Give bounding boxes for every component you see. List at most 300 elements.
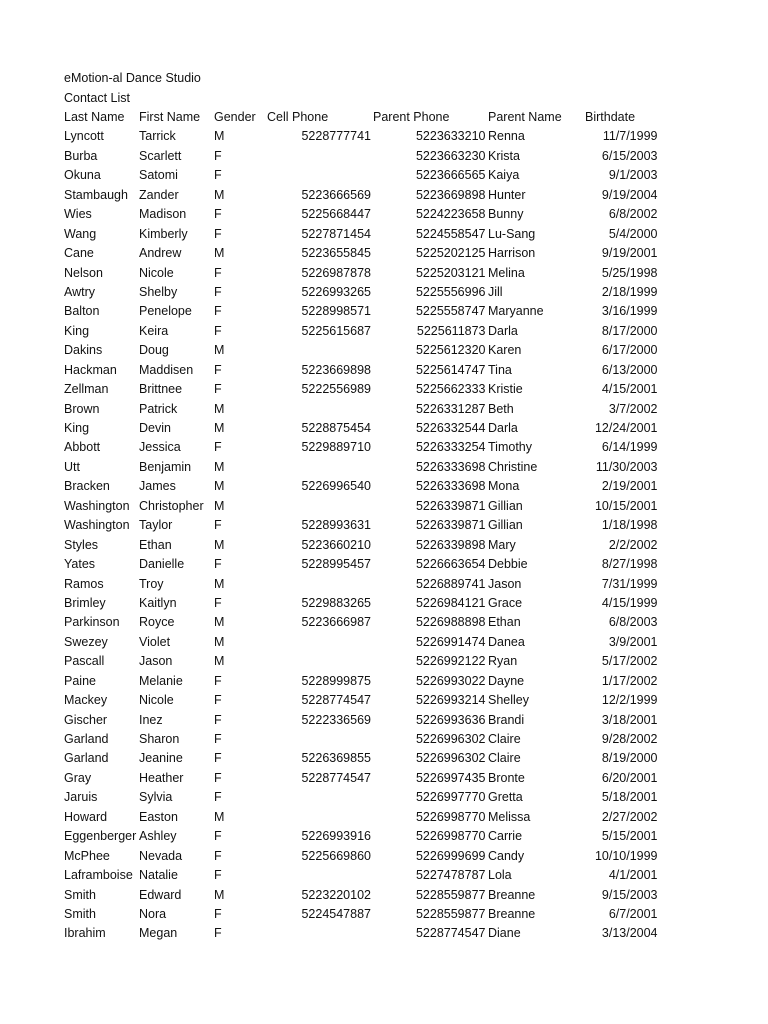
parent-name-cell: Claire	[488, 751, 521, 766]
birthdate-cell: 3/9/2001	[608, 634, 658, 649]
cell-phone-cell: 5227871454	[301, 226, 371, 241]
parent-name-cell: Kristie	[488, 382, 523, 397]
table-row	[0, 166, 768, 185]
cell-phone-cell	[263, 497, 371, 516]
gender-cell: M	[214, 401, 225, 416]
table-row	[0, 322, 768, 341]
parent-phone-cell: 5225662333	[415, 382, 486, 397]
birthdate-cell: 3/16/1999	[601, 304, 658, 319]
parent-phone-cell: 5223663230	[415, 148, 486, 163]
parent-phone-cell: 5226333254	[415, 440, 486, 455]
parent-phone-cell: 5225203121	[415, 265, 486, 280]
gender-cell: F	[214, 382, 222, 397]
cell-phone-cell: 5223220102	[301, 887, 371, 902]
first-name-cell: Sylvia	[139, 790, 173, 805]
last-name-cell: Laframboise	[64, 868, 133, 883]
parent-phone-cell: 5226998770	[415, 829, 486, 844]
parent-phone-cell: 5228559877	[415, 906, 486, 921]
parent-name-cell: Renna	[488, 129, 525, 144]
parent-name-cell: Candy	[488, 848, 525, 863]
last-name-cell: Burba	[64, 148, 98, 163]
parent-phone-cell: 5227478787	[415, 868, 486, 883]
last-name-cell: Styles	[64, 537, 99, 552]
parent-name-cell: Gillian	[488, 498, 523, 513]
parent-name-cell: Krista	[488, 148, 520, 163]
first-name-cell: Christopher	[139, 498, 204, 513]
birthdate-cell: 7/31/1999	[601, 576, 658, 591]
last-name-cell: Lyncott	[64, 129, 104, 144]
birthdate-cell: 3/18/2001	[601, 712, 658, 727]
gender-cell: F	[214, 284, 222, 299]
cell-phone-cell	[263, 924, 371, 943]
last-name-cell: Swezey	[64, 634, 108, 649]
last-name-cell: Okuna	[64, 168, 101, 183]
last-name-cell: Brimley	[64, 595, 106, 610]
last-name-cell: Garland	[64, 751, 109, 766]
cell-phone-cell: 5228774547	[301, 770, 371, 785]
parent-phone-cell: 5223633210	[415, 129, 486, 144]
table-row	[0, 905, 768, 924]
gender-cell: F	[214, 829, 222, 844]
parent-phone-cell: 5226993636	[415, 712, 486, 727]
birthdate-cell: 3/13/2004	[601, 926, 658, 941]
birthdate-cell: 6/17/2000	[601, 343, 658, 358]
table-row	[0, 400, 768, 419]
gender-cell: F	[214, 518, 222, 533]
gender-cell: F	[214, 168, 222, 183]
table-row	[0, 127, 768, 146]
last-name-cell: Awtry	[64, 284, 96, 299]
cell-phone-cell: 5228777741	[301, 129, 371, 144]
parent-phone-cell: 5225612320	[415, 343, 486, 358]
first-name-cell: Maddisen	[139, 362, 194, 377]
parent-phone-cell: 5226333698	[415, 459, 486, 474]
table-row	[0, 555, 768, 574]
last-name-cell: King	[64, 323, 90, 338]
birthdate-cell: 3/7/2002	[608, 401, 658, 416]
gender-cell: M	[214, 129, 225, 144]
last-name-cell: Ramos	[64, 576, 104, 591]
parent-name-cell: Gillian	[488, 518, 523, 533]
header-first-name: First Name	[139, 110, 201, 124]
last-name-cell: Pascall	[64, 654, 105, 669]
parent-phone-cell: 5226998770	[415, 809, 486, 824]
parent-name-cell: Danea	[488, 634, 525, 649]
cell-phone-cell: 5225615687	[301, 323, 371, 338]
first-name-cell: Zander	[139, 187, 179, 202]
cell-phone-cell	[263, 575, 371, 594]
parent-name-cell: Christine	[488, 459, 538, 474]
last-name-cell: Ibrahim	[64, 926, 106, 941]
last-name-cell: Abbott	[64, 440, 101, 455]
parent-name-cell: Melina	[488, 265, 525, 280]
parent-name-cell: Harrison	[488, 246, 536, 261]
parent-name-cell: Hunter	[488, 187, 526, 202]
birthdate-cell: 6/14/1999	[601, 440, 658, 455]
birthdate-cell: 9/19/2001	[601, 246, 658, 261]
table-row	[0, 419, 768, 438]
gender-cell: F	[214, 751, 222, 766]
cell-phone-cell: 5228875454	[301, 421, 371, 435]
parent-name-cell: Darla	[488, 323, 518, 338]
gender-cell: M	[214, 654, 225, 669]
last-name-cell: Parkinson	[64, 615, 120, 630]
birthdate-cell: 12/24/2001	[594, 421, 658, 435]
table-row	[0, 341, 768, 360]
last-name-cell: Brown	[64, 401, 100, 416]
first-name-cell: Keira	[139, 323, 169, 338]
parent-phone-cell: 5224558547	[415, 226, 486, 241]
first-name-cell: Royce	[139, 615, 175, 630]
last-name-cell: Washington	[64, 498, 130, 513]
parent-name-cell: Carrie	[488, 829, 523, 844]
parent-phone-cell: 5225611873	[416, 323, 486, 338]
parent-name-cell: Ryan	[488, 654, 518, 669]
last-name-cell: Jaruis	[64, 790, 98, 805]
birthdate-cell: 10/10/1999	[594, 848, 658, 863]
cell-phone-cell: 5222556989	[301, 382, 371, 397]
gender-cell: F	[214, 304, 222, 319]
parent-name-cell: Tina	[488, 362, 512, 377]
table-row	[0, 283, 768, 302]
list-title: Contact List	[64, 90, 131, 105]
first-name-cell: Patrick	[139, 401, 178, 416]
cell-phone-cell: 5228995457	[301, 557, 371, 572]
parent-phone-cell: 5225556996	[415, 284, 486, 299]
first-name-cell: Ethan	[139, 537, 172, 552]
parent-name-cell: Jill	[488, 284, 503, 299]
cell-phone-cell: 5226996540	[301, 479, 371, 494]
parent-phone-cell: 5225614747	[415, 362, 486, 377]
table-row	[0, 380, 768, 399]
cell-phone-cell: 5228774547	[301, 693, 371, 708]
birthdate-cell: 6/8/2002	[608, 207, 658, 222]
cell-phone-cell: 5223655845	[301, 246, 371, 261]
first-name-cell: Kaitlyn	[139, 595, 177, 610]
cell-phone-cell	[263, 730, 371, 749]
parent-name-cell: Timothy	[488, 440, 532, 455]
gender-cell: F	[214, 673, 222, 688]
birthdate-cell: 12/2/1999	[601, 693, 658, 708]
last-name-cell: Garland	[64, 732, 109, 746]
birthdate-cell: 8/17/2000	[601, 323, 658, 338]
parent-name-cell: Debbie	[488, 557, 528, 572]
gender-cell: F	[214, 207, 222, 222]
first-name-cell: Jason	[139, 654, 173, 669]
last-name-cell: Eggenberger	[64, 829, 137, 844]
birthdate-cell: 4/15/2001	[601, 382, 658, 397]
parent-name-cell: Lola	[488, 868, 512, 883]
first-name-cell: Troy	[139, 576, 164, 591]
parent-phone-cell: 5226339898	[415, 537, 486, 552]
parent-phone-cell: 5224223658	[415, 207, 486, 222]
birthdate-cell: 1/17/2002	[601, 673, 658, 688]
birthdate-cell: 11/30/2003	[595, 459, 658, 474]
table-row	[0, 302, 768, 321]
first-name-cell: Nicole	[139, 693, 174, 708]
gender-cell: M	[214, 343, 225, 358]
birthdate-cell: 9/28/2002	[601, 732, 658, 746]
table-row	[0, 672, 768, 691]
parent-name-cell: Diane	[488, 926, 521, 941]
parent-phone-cell: 5225202125	[415, 246, 486, 261]
table-row	[0, 924, 768, 943]
last-name-cell: Paine	[64, 673, 96, 688]
cell-phone-cell: 5228993631	[301, 518, 371, 533]
gender-cell: F	[214, 265, 222, 280]
parent-phone-cell: 5225558747	[415, 304, 486, 319]
birthdate-cell: 9/1/2003	[608, 168, 658, 183]
gender-cell: F	[214, 440, 222, 455]
gender-cell: M	[214, 479, 225, 494]
cell-phone-cell: 5224547887	[301, 906, 371, 921]
parent-name-cell: Claire	[488, 732, 521, 746]
last-name-cell: Gischer	[64, 712, 108, 727]
gender-cell: F	[214, 732, 222, 746]
parent-name-cell: Maryanne	[488, 304, 544, 319]
last-name-cell: Washington	[64, 518, 130, 533]
last-name-cell: McPhee	[64, 848, 110, 863]
gender-cell: M	[214, 421, 225, 435]
table-row	[0, 361, 768, 380]
table-row	[0, 633, 768, 652]
table-body	[0, 127, 768, 943]
parent-phone-cell: 5226331287	[415, 401, 486, 416]
cell-phone-cell: 5226369855	[301, 751, 371, 766]
table-row	[0, 264, 768, 283]
cell-phone-cell	[263, 652, 371, 671]
birthdate-cell: 2/18/1999	[601, 284, 658, 299]
gender-cell: M	[214, 809, 225, 824]
gender-cell: M	[214, 537, 225, 552]
first-name-cell: Benjamin	[139, 459, 192, 474]
last-name-cell: Cane	[64, 246, 94, 261]
last-name-cell: Dakins	[64, 343, 103, 358]
table-row	[0, 186, 768, 205]
parent-phone-cell: 5223669898	[415, 187, 486, 202]
cell-phone-cell	[263, 341, 371, 360]
first-name-cell: Penelope	[139, 304, 192, 319]
first-name-cell: Danielle	[139, 557, 185, 572]
header-cell-phone: Cell Phone	[267, 110, 329, 124]
table-row	[0, 575, 768, 594]
table-row	[0, 769, 768, 788]
first-name-cell: Nevada	[139, 848, 183, 863]
parent-phone-cell: 5226993022	[415, 673, 486, 688]
cell-phone-cell: 5223666987	[301, 615, 371, 630]
table-row	[0, 808, 768, 827]
birthdate-cell: 11/7/1999	[602, 129, 658, 144]
table-row	[0, 866, 768, 885]
gender-cell: M	[214, 887, 225, 902]
first-name-cell: Heather	[139, 770, 184, 785]
parent-phone-cell: 5226996302	[415, 751, 486, 766]
table-row	[0, 788, 768, 807]
parent-phone-cell: 5226333698	[415, 479, 486, 494]
parent-name-cell: Lu-Sang	[488, 226, 536, 241]
table-row	[0, 205, 768, 224]
birthdate-cell: 2/19/2001	[601, 479, 658, 494]
birthdate-cell: 6/13/2000	[601, 362, 658, 377]
last-name-cell: Wang	[64, 226, 97, 241]
birthdate-cell: 9/15/2003	[601, 887, 658, 902]
first-name-cell: Violet	[139, 634, 171, 649]
parent-name-cell: Jason	[488, 576, 522, 591]
birthdate-cell: 5/25/1998	[601, 265, 658, 280]
parent-name-cell: Karen	[488, 343, 522, 358]
header-row	[0, 108, 768, 127]
last-name-cell: Yates	[64, 557, 96, 572]
parent-name-cell: Breanne	[488, 887, 536, 902]
parent-phone-cell: 5226997770	[415, 790, 486, 805]
gender-cell: F	[214, 868, 222, 883]
parent-phone-cell: 5226889741	[415, 576, 486, 591]
first-name-cell: Melanie	[139, 673, 183, 688]
gender-cell: M	[214, 615, 225, 630]
cell-phone-cell: 5223669898	[301, 362, 371, 377]
cell-phone-cell: 5225668447	[301, 207, 371, 222]
first-name-cell: Jessica	[139, 440, 181, 455]
cell-phone-cell	[263, 458, 371, 477]
parent-name-cell: Dayne	[488, 673, 525, 688]
gender-cell: M	[214, 634, 225, 649]
gender-cell: F	[214, 790, 222, 805]
birthdate-cell: 1/18/1998	[601, 518, 658, 533]
cell-phone-cell: 5229889710	[301, 440, 371, 455]
first-name-cell: Easton	[139, 809, 178, 824]
last-name-cell: Wies	[64, 207, 92, 222]
table-row	[0, 147, 768, 166]
header-parent-name: Parent Name	[488, 110, 562, 124]
parent-phone-cell: 5228559877	[415, 887, 486, 902]
gender-cell: M	[214, 576, 225, 591]
parent-name-cell: Darla	[488, 421, 518, 435]
gender-cell: F	[214, 226, 222, 241]
gender-cell: F	[214, 848, 222, 863]
last-name-cell: Smith	[64, 887, 96, 902]
parent-name-cell: Breanne	[488, 906, 536, 921]
gender-cell: F	[214, 362, 222, 377]
first-name-cell: Shelby	[139, 284, 178, 299]
header-last-name: Last Name	[64, 110, 125, 124]
gender-cell: F	[214, 712, 222, 727]
table-row	[0, 886, 768, 905]
cell-phone-cell: 5226993265	[301, 284, 371, 299]
first-name-cell: Satomi	[139, 168, 178, 183]
table-row	[0, 827, 768, 846]
table-row	[0, 438, 768, 457]
birthdate-cell: 5/15/2001	[601, 829, 658, 844]
table-row	[0, 477, 768, 496]
first-name-cell: Scarlett	[139, 148, 182, 163]
parent-name-cell: Beth	[488, 401, 514, 416]
cell-phone-cell: 5223660210	[301, 537, 371, 552]
last-name-cell: Zellman	[64, 382, 109, 397]
first-name-cell: Kimberly	[139, 226, 188, 241]
parent-phone-cell: 5223666565	[415, 168, 486, 183]
last-name-cell: Stambaugh	[64, 187, 128, 202]
last-name-cell: Smith	[64, 906, 96, 921]
table-row	[0, 730, 768, 749]
birthdate-cell: 6/7/2001	[608, 906, 658, 921]
cell-phone-cell: 5226993916	[301, 829, 371, 844]
parent-name-cell: Ethan	[488, 615, 521, 630]
gender-cell: F	[214, 595, 222, 610]
first-name-cell: Megan	[139, 926, 178, 941]
parent-phone-cell: 5226339871	[415, 498, 486, 513]
table-row	[0, 497, 768, 516]
birthdate-cell: 6/20/2001	[601, 770, 658, 785]
gender-cell: M	[214, 187, 225, 202]
cell-phone-cell: 5228999875	[301, 673, 371, 688]
birthdate-cell: 5/17/2002	[601, 654, 658, 669]
gender-cell: M	[214, 498, 225, 513]
last-name-cell: Mackey	[64, 693, 108, 708]
birthdate-cell: 8/19/2000	[601, 751, 658, 766]
last-name-cell: Gray	[64, 770, 92, 785]
cell-phone-cell	[263, 788, 371, 807]
gender-cell: F	[214, 148, 222, 163]
table-row	[0, 536, 768, 555]
birthdate-cell: 8/27/1998	[601, 557, 658, 572]
first-name-cell: Devin	[139, 421, 171, 435]
parent-phone-cell: 5226332544	[415, 421, 486, 435]
parent-phone-cell: 5226339871	[415, 518, 486, 533]
parent-name-cell: Mary	[488, 537, 516, 552]
cell-phone-cell	[263, 866, 371, 885]
first-name-cell: James	[139, 479, 176, 494]
gender-cell: F	[214, 770, 222, 785]
cell-phone-cell: 5225669860	[301, 848, 371, 863]
cell-phone-cell	[263, 400, 371, 419]
first-name-cell: Madison	[139, 207, 187, 222]
first-name-cell: Natalie	[139, 868, 178, 883]
gender-cell: F	[214, 323, 222, 338]
birthdate-cell: 5/4/2000	[608, 226, 658, 241]
first-name-cell: Ashley	[139, 829, 177, 844]
parent-name-cell: Shelley	[488, 693, 529, 708]
table-row	[0, 691, 768, 710]
gender-cell: F	[214, 693, 222, 708]
gender-cell: M	[214, 246, 225, 261]
last-name-cell: Bracken	[64, 479, 110, 494]
table-row	[0, 594, 768, 613]
parent-phone-cell: 5226993214	[415, 693, 486, 708]
parent-phone-cell: 5226984121	[415, 595, 486, 610]
header-parent-phone: Parent Phone	[373, 110, 450, 124]
birthdate-cell: 2/27/2002	[601, 809, 658, 824]
birthdate-cell: 2/2/2002	[608, 537, 658, 552]
cell-phone-cell: 5226987878	[301, 265, 371, 280]
parent-name-cell: Bronte	[488, 770, 525, 785]
gender-cell: M	[214, 459, 225, 474]
first-name-cell: Brittnee	[139, 382, 183, 397]
parent-phone-cell: 5226988898	[415, 615, 486, 630]
table-row	[0, 613, 768, 632]
table-row	[0, 458, 768, 477]
cell-phone-cell: 5229883265	[301, 595, 371, 610]
cell-phone-cell	[263, 147, 371, 166]
birthdate-cell: 6/8/2003	[608, 615, 658, 630]
birthdate-cell: 4/15/1999	[601, 595, 658, 610]
table-row	[0, 847, 768, 866]
cell-phone-cell	[263, 808, 371, 827]
table-row	[0, 244, 768, 263]
gender-cell: F	[214, 906, 222, 921]
parent-phone-cell: 5226991474	[415, 634, 486, 649]
header-gender: Gender	[214, 110, 256, 124]
first-name-cell: Edward	[139, 887, 182, 902]
